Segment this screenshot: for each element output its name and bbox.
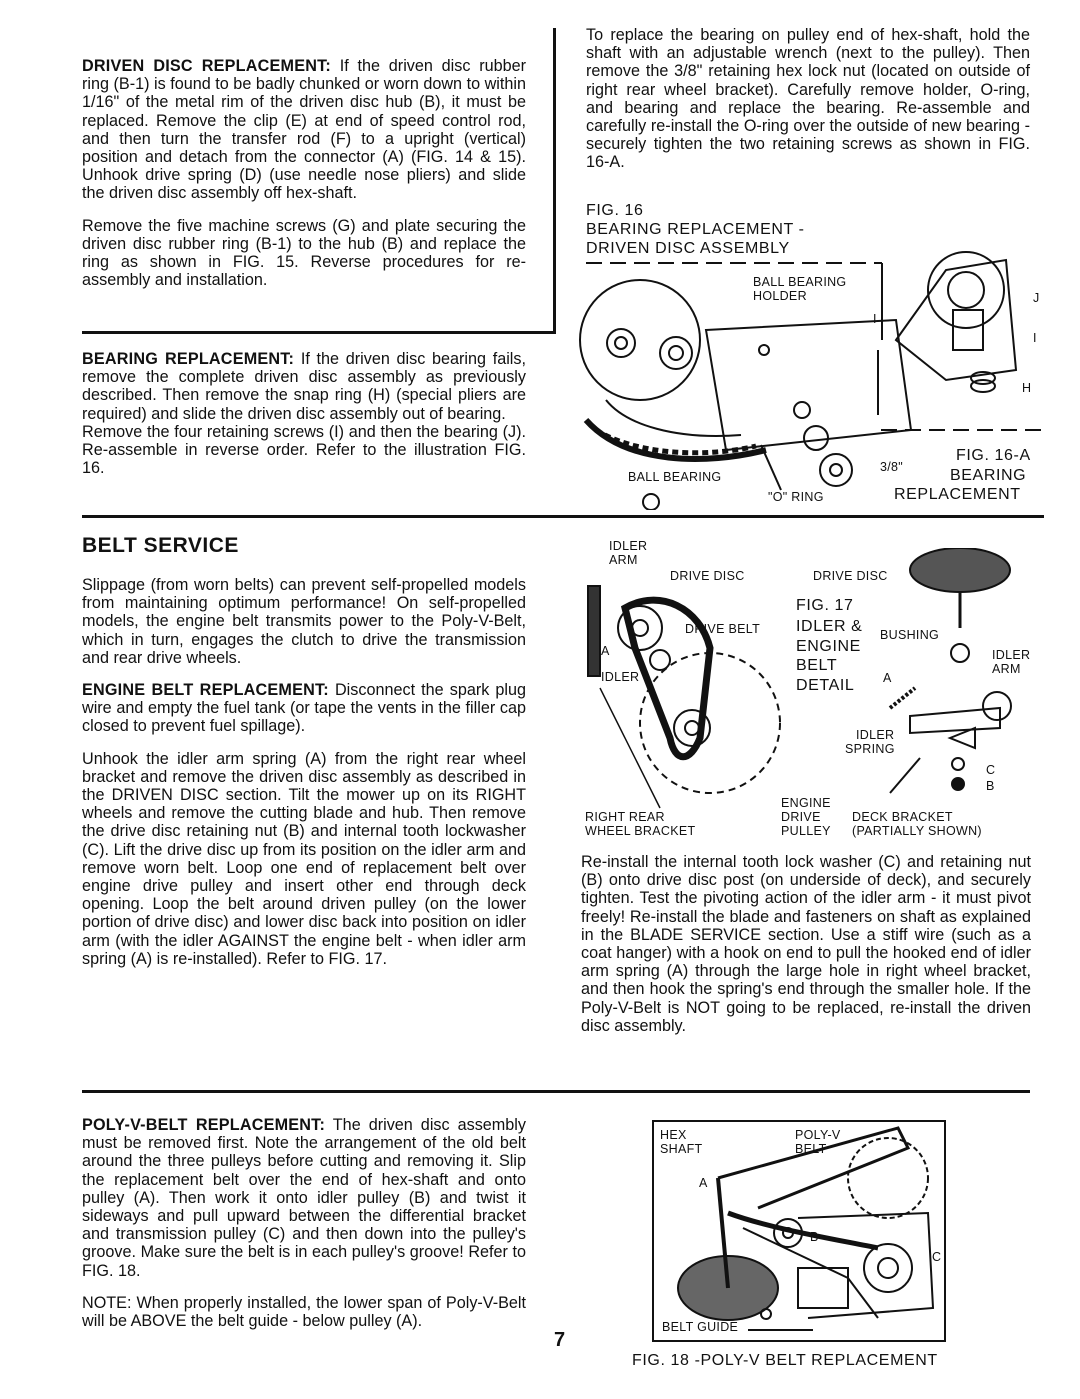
fig18-poly-belt-1: POLY-V: [795, 1128, 841, 1142]
fig17-title-2: ENGINE: [796, 638, 861, 655]
fig17-title-1: IDLER &: [796, 618, 863, 635]
fig17-deck-bracket-2: (PARTIALLY SHOWN): [852, 824, 982, 838]
fig17-number: FIG. 17: [796, 597, 854, 614]
fig16-ball-bearing: BALL BEARING: [628, 470, 722, 484]
belt-service-text-1: Slippage (from worn belts) can prevent self-propelled models from maintaining optimum performance! On self-propelled models, the engine belt transmits power to the Poly-V-Belt, which in turn, engages the clutch to drive the transmission and rear drive wheels.: [82, 576, 526, 667]
fig18-label-a: A: [699, 1176, 708, 1190]
fig17-label-a-1: A: [601, 644, 610, 658]
fig18-hex-shaft-1: HEX: [660, 1128, 687, 1142]
fig16-number: FIG. 16: [586, 202, 644, 219]
reinstall-text: [581, 853, 1031, 1035]
fig17-idler-arm-top-2: ARM: [609, 553, 638, 567]
fig17-bushing: BUSHING: [880, 628, 940, 642]
bearing-pulley-text: [586, 26, 1030, 172]
fig17-engine-3: PULLEY: [781, 824, 831, 838]
section-divider: [82, 515, 1044, 518]
driven-disc-text-1: If the driven disc rubber ring (B-1) is found to be badly chunked or worn down to within 1/16" of the metal rim of the driven disc hub (B), it must be replaced. Remove the clip (E) at end of speed control rod, and then turn the transfer rod (F) to a upright (vertical) position and detach from the connector (A) (FIG. 14 & 15). Unhook drive spring (D) (use needle nose pliers) and slide the driven disc assembly off hex-shaft.: [82, 57, 527, 203]
page-number: 7: [554, 1329, 566, 1351]
fig17-title-4: DETAIL: [796, 677, 855, 694]
poly-belt-heading: POLY-V-BELT REPLACEMENT:: [82, 1116, 326, 1134]
engine-belt-text-1: Disconnect the spark plug wire and empty the fuel tank (or tape the vents in the filler cap closed to prevent fuel spillage).: [82, 681, 526, 736]
engine-belt-heading: ENGINE BELT REPLACEMENT:: [82, 681, 329, 700]
fig18-label-b: B: [810, 1230, 819, 1244]
fig17-drive-disc-1: DRIVE DISC: [670, 569, 745, 583]
fig16-label-i-1: I: [873, 312, 877, 326]
fig17-label-a-2: A: [883, 671, 892, 685]
fig16-ball-bearing-holder-1: BALL BEARING: [753, 275, 847, 289]
fig17-right-rear-2: WHEEL BRACKET: [585, 824, 696, 838]
fig17-right-rear-1: RIGHT REAR: [585, 810, 665, 824]
fig16-title-1: BEARING REPLACEMENT -: [586, 221, 805, 238]
fig17-idler-arm-right-2: ARM: [992, 662, 1021, 676]
fig16-title-2: DRIVEN DISC ASSEMBLY: [586, 240, 790, 257]
fig17-title-3: BELT: [796, 657, 838, 674]
bearing-text-2: Remove the four retaining screws (I) and then the bearing (J). Re-assemble in reverse order. Refer to the illustration FIG. 16.: [82, 422, 526, 478]
fig17-deck-bracket-1: DECK BRACKET: [852, 810, 953, 824]
poly-belt-note: NOTE: When properly installed, the lower span of Poly-V-Belt will be ABOVE the belt guide - below pulley (A).: [82, 1293, 526, 1331]
driven-disc-heading: DRIVEN DISC REPLACEMENT:: [82, 57, 331, 75]
engine-belt-text-2: Unhook the idler arm spring (A) from the right rear wheel bracket and remove the driven disc assembly as described in the DRIVEN DISC section. Tilt the mower up on its RIGHT wheels and remove the cutting blade and hub. Then remove the drive disc retaining nut (B) and internal tooth lockwasher (C). Lift the drive disc up from its position on the idler arm and remove worn belt. Loop one end of replacement belt over engine drive pulley and insert other end through deck opening. Loop the belt around driven pulley (on the lower portion of drive disc) and lower disc back into position on idler arm (with the idler AGAINST the engine belt - when idler arm spring (A) is re-installed). Refer to FIG. 17.: [82, 749, 526, 968]
fig16a-number: FIG. 16-A: [956, 447, 1031, 464]
box-right-border: [553, 28, 556, 334]
fig18-label-c: C: [932, 1250, 942, 1264]
fig16-label-i-2: I: [1033, 331, 1037, 345]
fig17-label-c: C: [986, 763, 996, 777]
fig16a-title-1: BEARING: [950, 467, 1027, 484]
section-divider-2: [82, 1090, 1030, 1093]
fig17-drive-belt: DRIVE BELT: [685, 622, 761, 636]
fig17-idler-spring-2: SPRING: [845, 742, 895, 756]
fig16-three-eighths: 3/8": [880, 460, 904, 474]
bearing-text-1: If the driven disc bearing fails, remove the complete driven disc assembly as previously described. Then remove the snap ring (H) (special pliers are required) and slide the driven disc assembly out of bearing.: [82, 350, 526, 423]
fig16-o-ring: "O" RING: [768, 490, 824, 504]
fig17-engine-1: ENGINE: [781, 796, 831, 810]
bearing-heading: BEARING REPLACEMENT:: [82, 350, 295, 368]
fig17-idler-spring-1: IDLER: [856, 728, 895, 742]
fig17-label-b: B: [986, 779, 995, 793]
fig17-engine-2: DRIVE: [781, 810, 821, 824]
fig17-idler-arm-top-1: IDLER: [609, 539, 648, 553]
fig17-idler-arm-right-1: IDLER: [992, 648, 1031, 662]
poly-belt-text-1: The driven disc assembly must be removed first. Note the arrangement of the old belt around the three pulleys before cutting and removing it. Slip the replacement belt over the end of hex-shaft and onto pulley (A). Then work it onto idler pulley (B) and twist it sideways and pull upward between the differential bracket and transmission pulley (C) and then down into the pulley's groove. Make sure the belt is in each pulley's groove! Refer to FIG. 18.: [82, 1116, 526, 1280]
belt-service-section: [82, 576, 526, 968]
reinstall-paragraph: Re-install the internal tooth lock washer (C) and retaining nut (B) onto drive disc post (on underside of deck), and securely tighten. Test the pivoting action of the idler arm - it must pivot freely! Re-install the blade and fasteners on shaft as explained in the BLADE SERVICE section. Use a stiff wire (such as a coat hanger) with a hook on end to pull the hooked end of idler arm spring (A) through the large hole in right wheel bracket, and then hook the spring's end through the smaller hole. If the Poly-V-Belt is NOT going to be replaced, re-install the driven disc assembly.: [581, 853, 1031, 1035]
fig17-idler: IDLER: [601, 670, 640, 684]
fig16-label-j: J: [1033, 291, 1040, 305]
driven-disc-section: [82, 57, 526, 289]
fig18-hex-shaft-2: SHAFT: [660, 1142, 703, 1156]
belt-service-title: BELT SERVICE: [82, 534, 239, 557]
fig17-drive-disc-2: DRIVE DISC: [813, 569, 888, 583]
bearing-pulley-paragraph: To replace the bearing on pulley end of hex-shaft, hold the shaft with an adjustable wrench (next to the pulley). Then remove the 3/8" retaining hex lock nut (located on outside of right rear wheel bracket). Carefully remove holder, O-ring, and bearing and replace the bearing. Re-assemble and carefully re-install the O-ring over the outside of new bearing -securely tighten the two retaining screws as shown in FIG. 16-A.: [586, 26, 1030, 172]
fig18-caption: FIG. 18 -POLY-V BELT REPLACEMENT: [632, 1352, 938, 1369]
fig16-ball-bearing-holder-2: HOLDER: [753, 289, 807, 303]
poly-belt-section: [82, 1116, 526, 1330]
box-bottom-border: [82, 331, 556, 334]
bearing-section: [82, 350, 526, 477]
driven-disc-text-2: Remove the five machine screws (G) and plate securing the driven disc rubber ring (B-1) to the hub (B) and replace the ring as shown in FIG. 15. Reverse procedures for re-assembly and installation.: [82, 216, 526, 290]
fig16a-title-2: REPLACEMENT: [894, 486, 1021, 503]
fig18-poly-belt-2: BELT: [795, 1142, 827, 1156]
fig16-label-h: H: [1022, 381, 1032, 395]
fig18-belt-guide: BELT GUIDE: [662, 1320, 739, 1334]
